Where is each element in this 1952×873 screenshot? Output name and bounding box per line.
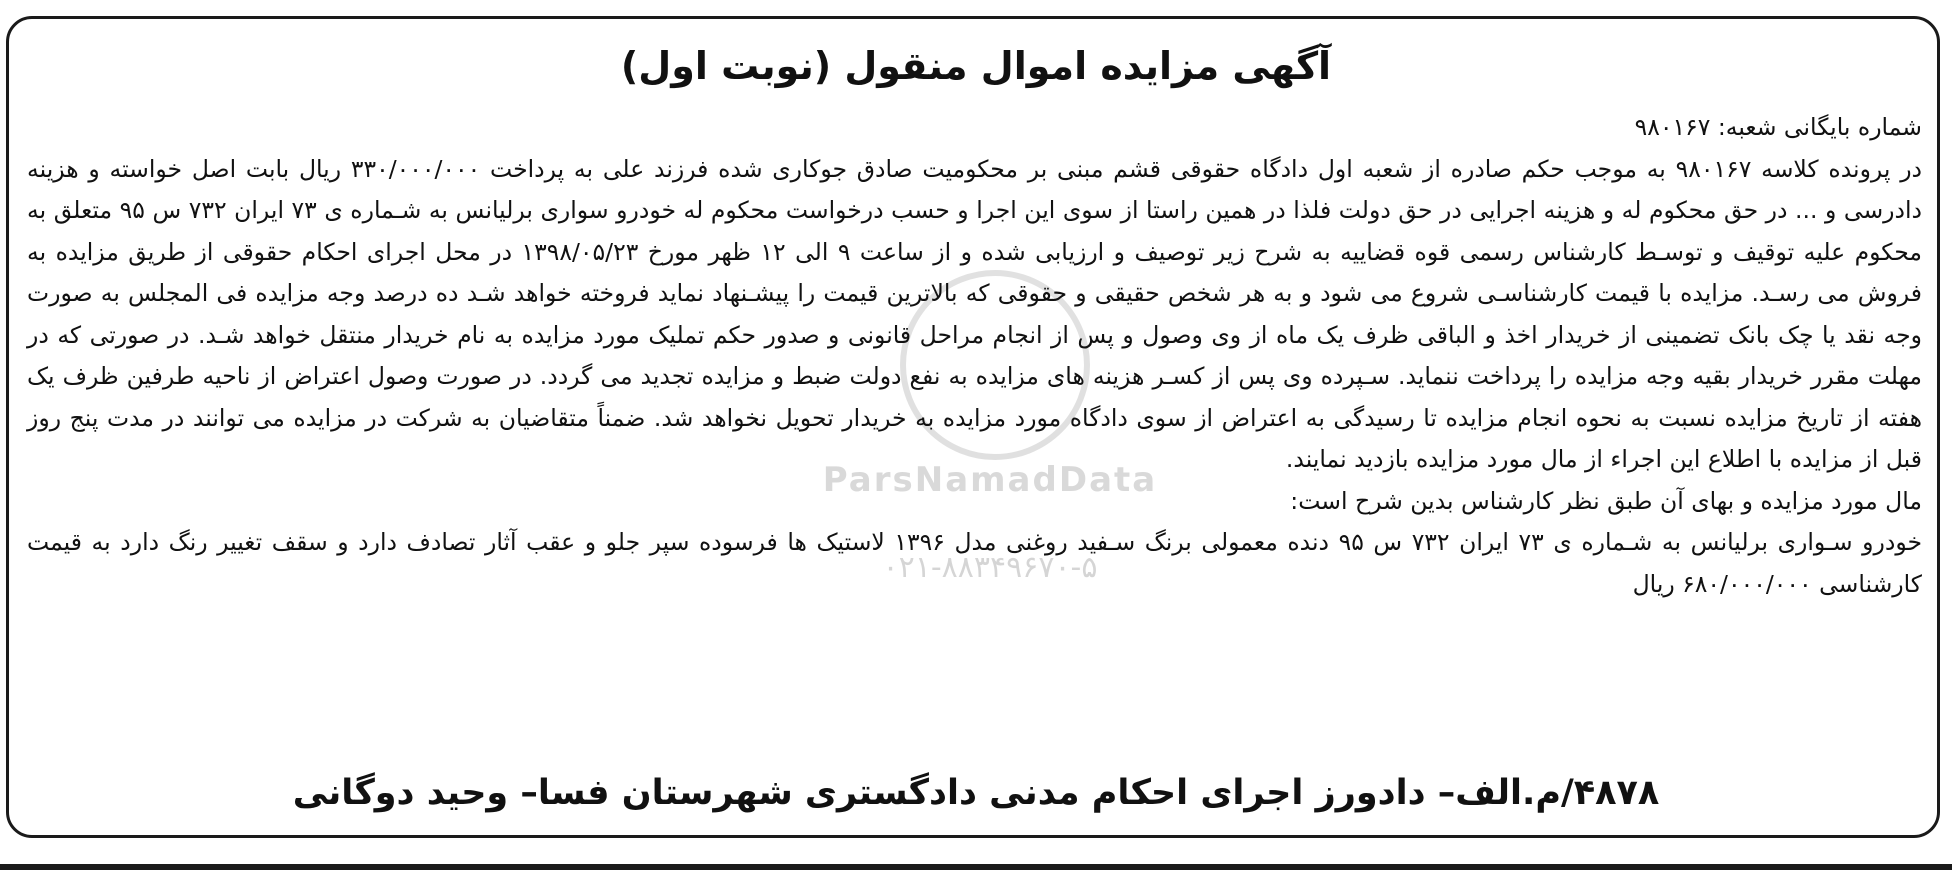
item-intro: مال مورد مزایده و بهای آن طبق نظر کارشناس بدین شرح است: (1290, 486, 1922, 515)
bottom-divider (0, 864, 1952, 870)
watermark-phone: ۰۲۱-۸۸۳۴۹۶۷۰-۵ (882, 550, 1098, 585)
watermark-site: ParsNamadData (822, 460, 1158, 500)
archive-number: شماره بایگانی شعبه: ۹۸۰۱۶۷ (1634, 113, 1922, 141)
item-description: خودرو سـواری برلیانس به شـماره ی ۷۳ ایران ۷۳۲ س ۹۵ دنده معمولی برنگ سـفید روغنی مدل ۱۳۹۶ لاستیک ها فرسوده سپر جلو و عقب آثار تصادف دارد و سقف تغییر رنگ دارد به قیمت کارشناسی ۶۸۰/۰۰۰/۰۰۰ ریال (27, 528, 1922, 598)
notice-content (27, 107, 1922, 605)
notice-body: در پرونده کلاسه ۹۸۰۱۶۷ به موجب حکم صادره از شعبه اول دادگاه حقوقی قشم مبنی بر محکومیت صادق جوکاری شده فرزند علی به پرداخت ۳۳۰/۰۰۰/۰۰۰ ریال بابت اصل خواسته و هزینه دادرسی و ... در حق محکوم له و هزینه اجرایی در حق دولت فلذا در همین راستا از سوی این اجرا و حسب درخواست محکوم له خودرو سواری برلیانس به شـماره ی ۷۳ ایران ۷۳۲ س ۹۵ متعلق به محکوم علیه توقیف و توسـط کارشناس رسمی قوه قضاییه به شرح زیر توصیف و ارزیابی شده و از ساعت ۹ الی ۱۲ ظهر مورخ ۱۳۹۸/۰۵/۲۳ در محل اجرای احکام حقوقی از طریق مزایده به فروش می رسـد. مزایده با قیمت کارشناسـی شروع می شود و به هر شخص حقیقی و حقوقی که بالاترین قیمت را پیشـنهاد نماید فروخته خواهد شـد ده درصد وجه مزایده فی المجلس به صورت وجه نقد یا چک بانک تضمینی از خریدار اخذ و الباقی ظرف یک ماه از وی وصول و پس از انجام مراحل قانونی و صدور حکم تملیک مورد مزایده به نام خریدار منتقل خواهد شـد. در صورتی که در مهلت مقرر خریدار بقیه وجه مزایده را پرداخت ننماید. سـپرده وی پس از کسـر هزینه های مزایده به نفع دولت ضبط و مزایده تجدید می گردد. در صورت وصول اعتراض از ناحیه طرفین ظرف یک هفته از تاریخ مزایده نسبت به نحوه انجام مزایده تا رسیدگی به اعتراض از سوی دادگاه مورد مزایده به خریدار تحویل نخواهد شد. ضمناً متقاضیان به شرکت در مزایده می توانند در مدت پنج روز قبل از مزایده با اطلاع این اجراء از مال مورد مزایده بازدید نمایند. (27, 154, 1923, 473)
notice-title: آگهی مزایده اموال منقول (نوبت اول) (620, 44, 1332, 88)
notice-signature: ۴۸۷۸/م.الف– دادورز اجرای احکام مدنی دادگستری شهرستان فسا– وحید دوگانی (292, 773, 1660, 813)
